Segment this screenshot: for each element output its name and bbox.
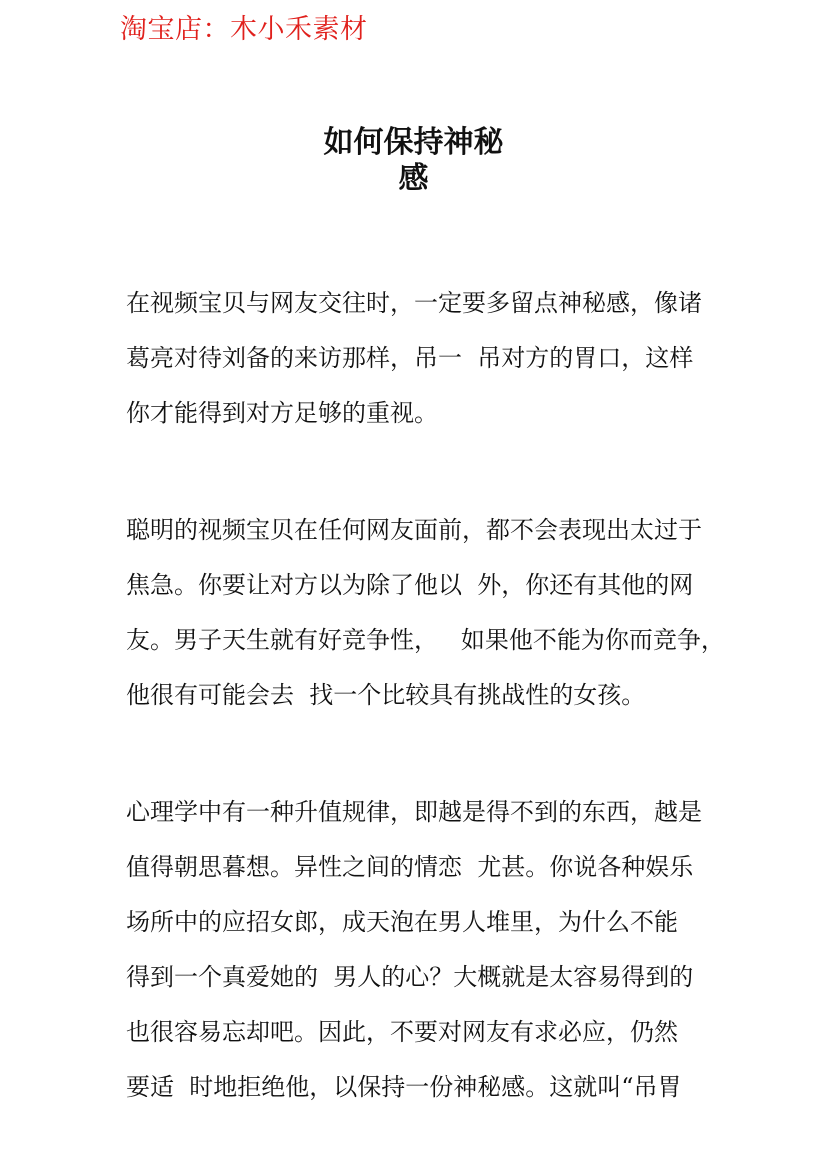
text-line: 也很容易忘却吧。因此，不要对网友有求必应，仍然 xyxy=(126,1018,678,1046)
paragraph-2 xyxy=(126,503,766,723)
text-line: 得到一个真爱她的 男人的心？大概就是太容易得到的 xyxy=(126,963,694,991)
title-line-2: 感 xyxy=(398,161,429,196)
text-line: 聪明的视频宝贝在任何网友面前，都不会表现出太过于 xyxy=(126,516,702,544)
paragraph-3 xyxy=(126,785,766,1115)
text-line: 葛亮对待刘备的来访那样，吊一 吊对方的胃口，这样 xyxy=(126,344,694,372)
paragraph-1 xyxy=(126,276,766,441)
text-line: 友。男子天生就有好竞争性， 如果他不能为你而竞争， xyxy=(126,626,725,654)
text-line: 场所中的应招女郎，成天泡在男人堆里，为什么不能 xyxy=(126,908,678,936)
text-line: 你才能得到对方足够的重视。 xyxy=(126,399,438,427)
text-line: 焦急。你要让对方以为除了他以 外，你还有其他的网 xyxy=(126,571,694,599)
text-line: 心理学中有一种升值规律，即越是得不到的东西，越是 xyxy=(126,798,702,826)
title-line-1: 如何保持神秘 xyxy=(323,125,504,160)
watermark-text: 淘宝店：木小禾素材 xyxy=(120,14,368,45)
page-title xyxy=(0,125,827,197)
text-line: 在视频宝贝与网友交往时，一定要多留点神秘感，像诸 xyxy=(126,289,702,317)
text-line: 值得朝思暮想。异性之间的情恋 尤甚。你说各种娱乐 xyxy=(126,853,694,881)
text-line: 他很有可能会去 找一个比较具有挑战性的女孩。 xyxy=(126,681,646,709)
text-line: 要适 时地拒绝他，以保持一份神秘感。这就叫“吊胃 xyxy=(126,1073,682,1101)
